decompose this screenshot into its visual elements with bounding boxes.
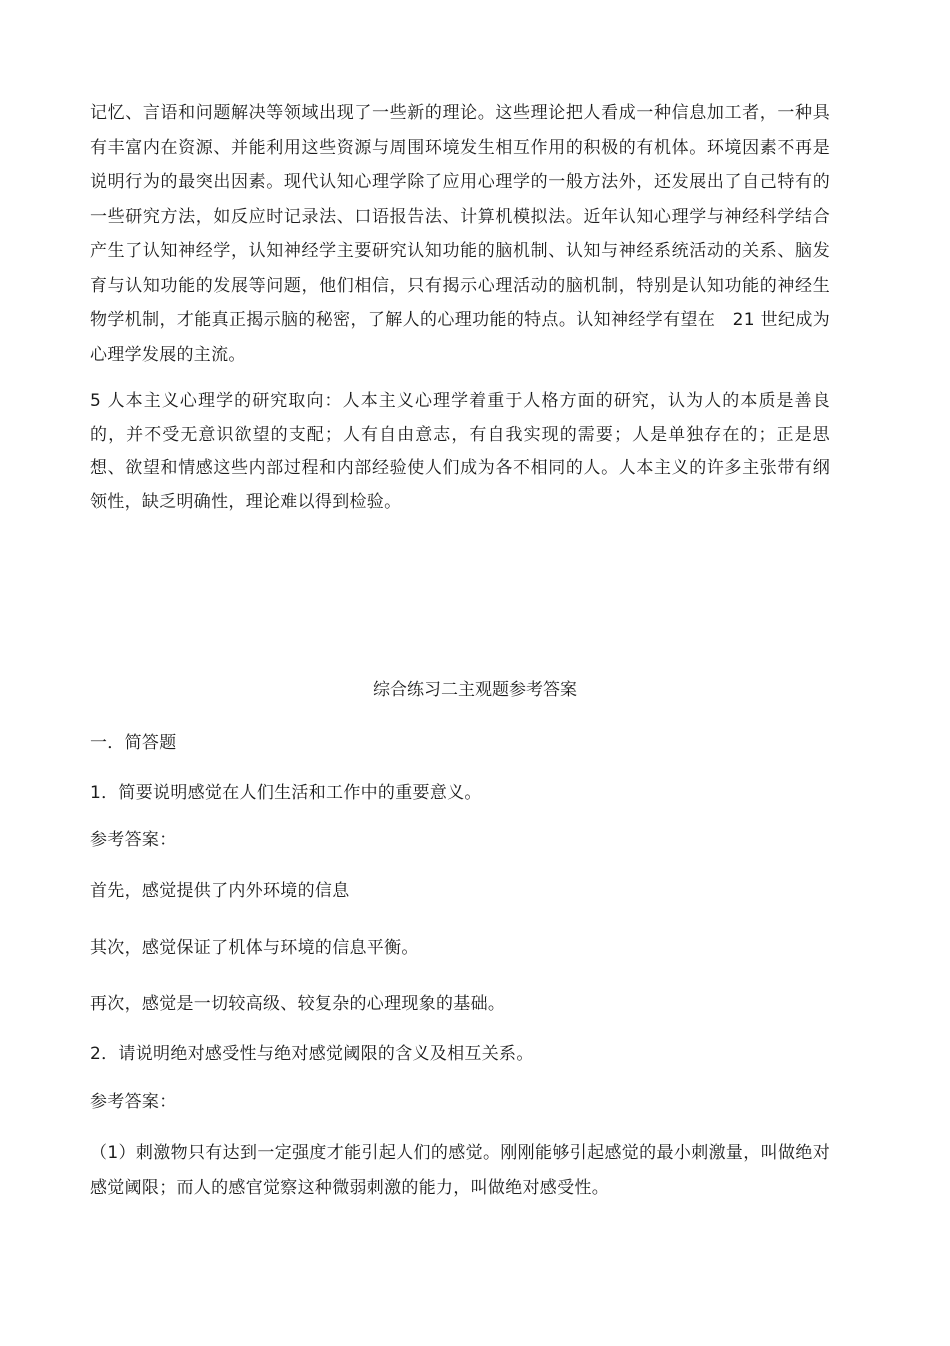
paragraph-cognitive-psychology: 记忆、言语和问题解决等领域出现了一些新的理论。这些理论把人看成一种信息加工者，一种具有丰富内在资源、并能利用这些资源与周围环境发生相互作用的积极的有机体。环境因素不再是说明行为的最突出因素。现代认知心理学除了应用心理学的一般方法外，还发展出了自己特有的一些研究方法，如反应时记录法、口语报告法、计算机模拟法。近年认知心理学与神经科学结合产生了认知神经学，认知神经学主要研究认知功能的脑机制、认知与神经系统活动的关系、脑发育与认知功能的发展等问题，他们相信，只有揭示心理活动的脑机制，特别是认知功能的神经生物学机制，才能真正揭示脑的秘密，了解人的心理功能的特点。认知神经学有望在 21 世纪成为心理学发展的主流。 [90, 103, 830, 365]
paragraph-humanistic-psychology: 5 人本主义心理学的研究取向：人本主义心理学着重于人格方面的研究，认为人的本质是善良的，并不受无意识欲望的支配；人有自由意志，有自我实现的需要；人是单独存在的；正是思想、欲望和情感这些内部过程和内部经验使人们成为各不相同的人。人本主义的许多主张带有纲领性，缺乏明确性，理论难以得到检验。 [90, 391, 830, 512]
answer-2-paragraph-1: （1）刺激物只有达到一定强度才能引起人们的感觉。刚刚能够引起感觉的最小刺激量，叫做绝对感觉阈限；而人的感官觉察这种微弱刺激的能力，叫做绝对感受性。 [90, 1143, 830, 1198]
section-heading: 一．简答题 [90, 733, 177, 753]
answer-label-2: 参考答案： [90, 1092, 177, 1112]
section-title: 综合练习二主观题参考答案 [373, 680, 577, 700]
answer-1-line-3: 再次，感觉是一切较高级、较复杂的心理现象的基础。 [90, 994, 506, 1014]
answer-1-line-1: 首先，感觉提供了内外环境的信息 [90, 881, 350, 901]
answer-1-line-2: 其次，感觉保证了机体与环境的信息平衡。 [90, 938, 419, 958]
answer-label-1: 参考答案： [90, 830, 177, 850]
question-2: 2．请说明绝对感受性与绝对感觉阈限的含义及相互关系。 [90, 1044, 534, 1064]
question-1: 1．简要说明感觉在人们生活和工作中的重要意义。 [90, 783, 482, 803]
